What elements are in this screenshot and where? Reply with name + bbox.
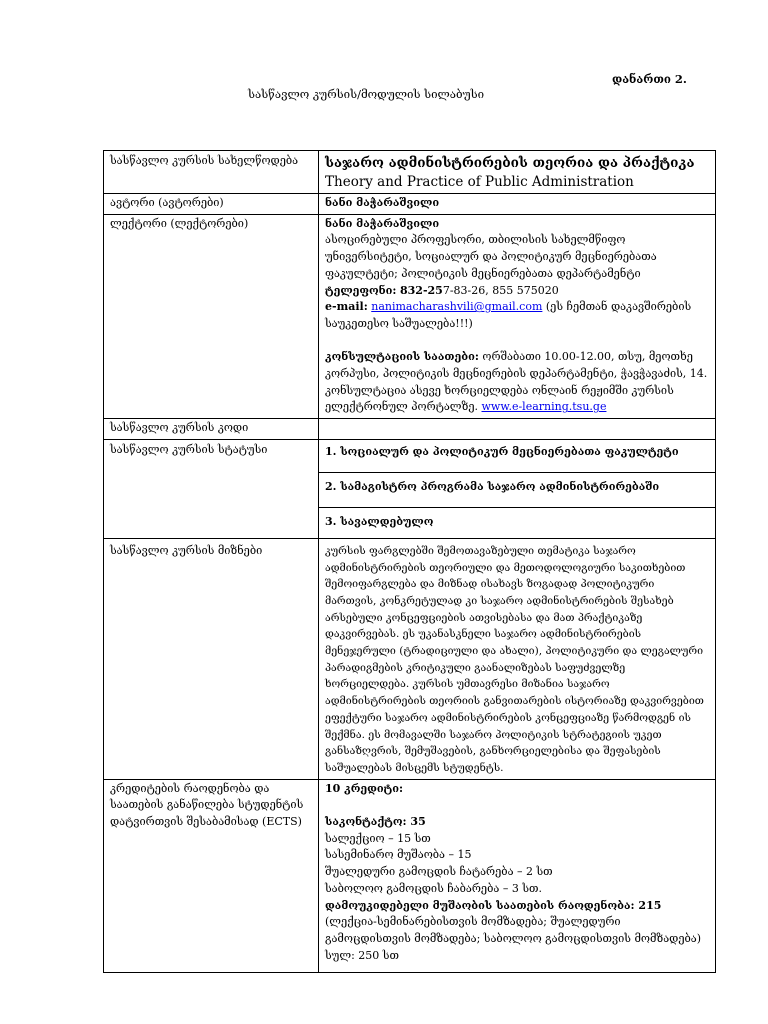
phone-number-prefix: 832-25 [400,283,443,297]
course-goals-text: კურსის ფარგლებში შემოთავაზებული თემატიკა საჯარო ადმინისტრირების თეორიული და მეთოდოლოგიური საკითხებით შემოიფარგლება და მიზნად ისახავს ზოგადად პოლიტიკური მართვის, კონკრეტულად კი საჯარო ადმინისტრირების შესახებ არსებული კონცეფციების ათვისებასა და მათ პრაქტიკაზე დაკვირვებას. ეს უკანასკნელი საჯარო ადმინისტრირების მენეჯერული (ტრადიციული და ახალი), პოლიტიკური და ლეგალური პარადიგმების კრიტიკული გაანალიზებას საფუძველზე ხორციელდება. კურსის უმთავრესი მიზანია საჯარო ადმინისტრირების თეორიის განვითარების ისტორიაზე დაკვირვებით ეფექტური საჯარო ადმინისტრირების კონცეფციაზე წარმოდგენ ის შექმნა. ეს მომავალში საჯარო პოლიტიკის სტრატეგიის უკეთ განსაზღვრის, შემუშავების, განხორციელებისა და შეფასების საშუალებას მისცემს სტუდენტს. [319,538,716,779]
row-lecturer [104,214,716,418]
spacer [325,797,709,814]
course-code-label: სასწავლო კურსის კოდი [104,419,319,440]
lecturer-email [325,299,709,332]
course-name-label: სასწავლო კურსის სახელწოდება [104,151,319,194]
email-label: e-mail: [325,300,368,314]
consultation-hours [325,349,709,416]
row-author [104,194,716,215]
total-hours: სულ: 250 სთ [325,948,399,962]
lecturer-position: ასოცირებული პროფესორი, თბილისის სახელმწიფო უნივერსიტეტი, სოციალურ და პოლიტიკურ მეცნიერებათა ფაკულტეტი; პოლიტიკის მეცნიერებათა დეპარტამენტი [325,233,657,280]
status-item-mandatory: 3. სავალდებულო [325,514,434,528]
author-label: ავტორი (ავტორები) [104,194,319,215]
status-item-program: 2. სამაგისტრო პროგრამა საჯარო ადმინისტრირებაში [319,473,715,508]
row-course-code [104,419,716,440]
email-link[interactable]: nanimacharashvili@gmail.com [371,300,543,314]
final-exam-hours: საბოლოო გამოცდის ჩაბარება – 3 სთ. [325,881,542,895]
status-item-faculty: 1. სოციალურ და პოლიტიკურ მეცნიერებათა ფაკულტეტი [319,440,715,473]
author-value: ნანი მაჭარაშვილი [319,194,716,215]
document-title: სასწავლო კურსის/მოდულის სილაბუსი [248,87,485,101]
course-status-label: სასწავლო კურსის სტატუსი [104,439,319,538]
email-note: (ეს ჩემთან დაკავშირების საუკეთესო საშუალება!!!) [325,300,692,330]
course-name-value [319,151,716,194]
course-code-value [319,419,716,440]
lecturer-value [319,214,716,418]
independent-work-hours: დამოუკიდებელი მუშაობის საათების რაოდენობა: 215 [325,898,662,912]
course-goals-label: სასწავლო კურსის მიზნები [104,538,319,779]
phone-label: ტელეფონი: [325,283,397,297]
row-course-status [104,439,716,538]
phone-number-rest: 7-83-26, 855 575020 [442,283,559,297]
course-title-english: Theory and Practice of Public Administration [325,174,634,190]
credits-count: 10 კრედიტი: [325,781,404,795]
row-course-goals [104,538,716,779]
lecturer-name: ნანი მაჭარაშვილი [325,216,440,230]
appendix-label: დანართი 2. [612,72,687,86]
seminar-hours: სასემინარო მუშაობა – 15 [325,848,472,862]
contact-hours: საკონტაქტო: 35 [325,815,426,829]
credits-value [319,779,716,973]
lecturer-label: ლექტორი (ლექტორები) [104,214,319,418]
consultation-text: ორშაბათი 10.00-12.00, თსუ, მეოთხე კორპუსი, პოლიტიკის მეცნიერების დეპარტამენტი, ჭავჭავაძის, 14. კონსულტაცია ასევე ხორციელდება ონლაინ რეჟიმში კურსის ელექტრონულ პორტალზე. [325,350,708,414]
lecturer-phone [325,283,709,300]
consultation-label: კონსულტაციის საათები: [325,350,479,364]
row-course-name [104,151,716,194]
independent-work-note: (ლექცია-სემინარებისთვის მომზადება; შუალედური გამოცდისთვის მომზადება; საბოლოო გამოცდისთვის მომზადება) [325,915,702,945]
credits-label: კრედიტების რაოდენობა და საათების განაწილება სტუდენტის დატვირთვის შესაბამისად (ECTS) [104,779,319,973]
spacer [325,333,709,350]
course-status-value [319,439,716,538]
course-title-georgian: საჯარო ადმინისტრირების თეორია და პრაქტიკა [325,155,695,171]
lecture-hours: სალექციო – 15 სთ [325,831,431,845]
row-credits [104,779,716,973]
syllabus-table [103,150,716,973]
midterm-hours: შუალედური გამოცდის ჩატარება – 2 სთ [325,865,553,879]
portal-link[interactable]: www.e-learning.tsu.ge [481,400,607,414]
